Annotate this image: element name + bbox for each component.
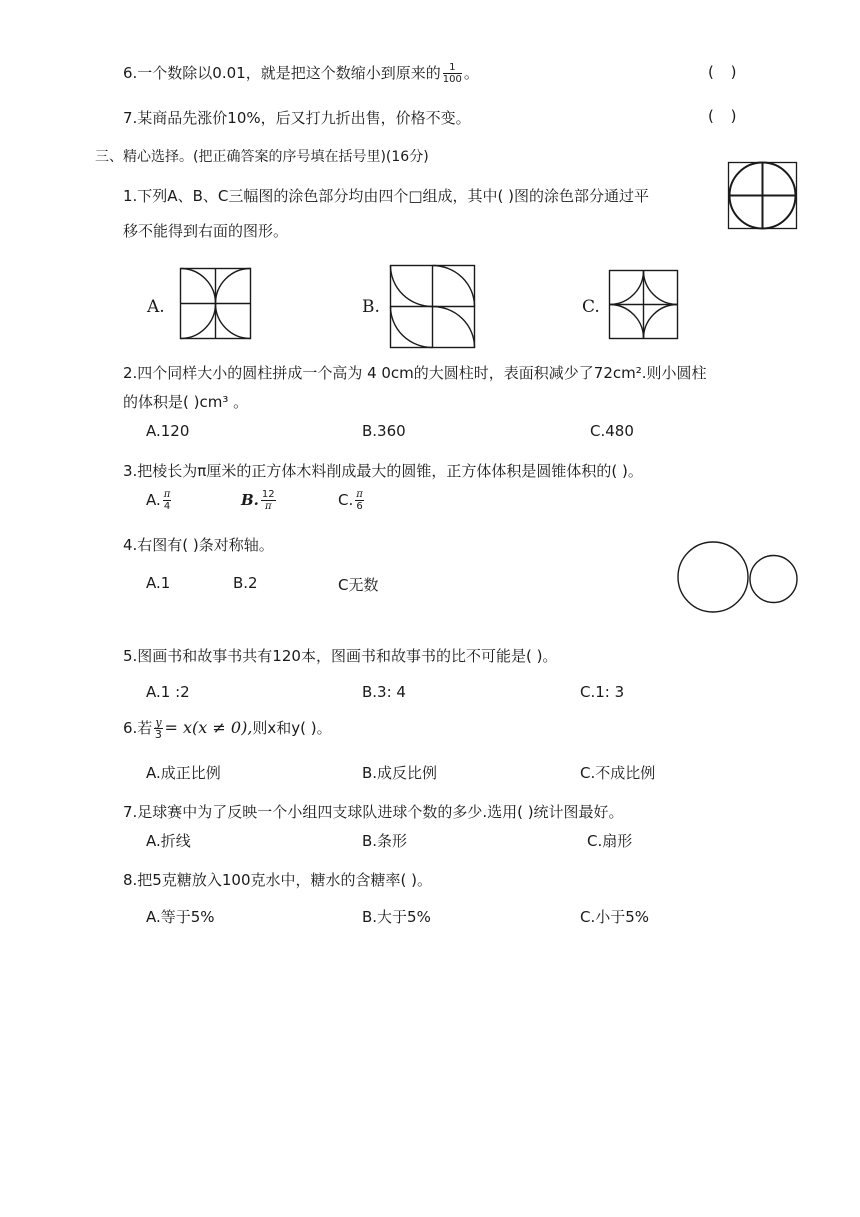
q7-option-c[interactable]: C.扇形 <box>587 832 633 850</box>
q3-option-a[interactable]: A. $\frac{\pi}{4}$ <box>146 489 171 512</box>
fraction: $\frac{1}{100}$ <box>442 62 462 85</box>
figure-a[interactable] <box>180 268 252 340</box>
q2-line2: 的体积是( )cm³ 。 <box>123 393 249 411</box>
q1-line2: 移不能得到右面的图形。 <box>123 222 289 240</box>
q5-option-a[interactable]: A.1 :2 <box>146 683 190 701</box>
q7-option-b[interactable]: B.条形 <box>362 832 408 850</box>
q5-option-b[interactable]: B.3: 4 <box>362 683 406 701</box>
answer-paren[interactable]: ( ) <box>708 107 743 125</box>
q2-option-c[interactable]: C.480 <box>590 422 634 440</box>
q3-text: 3.把棱长为π厘米的正方体木料削成最大的圆锥，正方体体积是圆锥体积的( )。 <box>123 462 643 480</box>
q2-option-a[interactable]: A.120 <box>146 422 190 440</box>
fraction: $\frac{\pi}{4}$ <box>163 489 171 512</box>
fraction: $\frac{\pi}{6}$ <box>356 489 363 512</box>
figure-label-b: B. <box>362 297 380 317</box>
equation: = x(x ≠ 0), <box>164 718 253 737</box>
fraction: $\frac{12}{\pi}$ <box>261 489 275 512</box>
q4-option-a[interactable]: A.1 <box>146 574 171 592</box>
q7-text: 7.足球赛中为了反映一个小组四支球队进球个数的多少.选用( )统计图最好。 <box>123 803 624 821</box>
q8-option-b[interactable]: B.大于5% <box>362 908 431 926</box>
q2-option-b[interactable]: B.360 <box>362 422 406 440</box>
judge-q6: 6.一个数除以0.01，就是把这个数缩小到原来的 $\frac{1}{100}$ 。 <box>123 62 479 85</box>
q5-text: 5.图画书和故事书共有120本，图画书和故事书的比不可能是( )。 <box>123 647 558 665</box>
answer-paren[interactable]: ( ) <box>708 63 743 81</box>
q2-line1: 2.四个同样大小的圆柱拼成一个高为 4 0cm的大圆柱时，表面积减少了72cm².则小圆柱 <box>123 364 707 382</box>
q7-option-a[interactable]: A.折线 <box>146 832 191 850</box>
two-circles-figure <box>678 539 798 615</box>
reference-circle-figure <box>728 162 798 230</box>
figure-label-a: A. <box>147 297 165 317</box>
fraction: $\frac{y}{3}$ <box>154 716 162 741</box>
q5-option-c[interactable]: C.1: 3 <box>580 683 625 701</box>
q8-option-c[interactable]: C.小于5% <box>580 908 650 926</box>
q3-option-b[interactable]: B. $\frac{12}{\pi}$ <box>241 489 275 512</box>
q6-option-c[interactable]: C.不成比例 <box>580 764 656 782</box>
q4-text: 4.右图有( )条对称轴。 <box>123 536 274 554</box>
section-heading: 三、精心选择。(把正确答案的序号填在括号里)(16分) <box>95 149 429 165</box>
q6-option-b[interactable]: B.成反比例 <box>362 764 438 782</box>
figure-b[interactable] <box>390 265 476 349</box>
q8-text: 8.把5克糖放入100克水中，糖水的含糖率( )。 <box>123 871 432 889</box>
q3-option-c[interactable]: C. $\frac{\pi}{6}$ <box>338 489 363 512</box>
q8-option-a[interactable]: A.等于5% <box>146 908 215 926</box>
judge-q7: 7.某商品先涨价10%，后又打九折出售，价格不变。 <box>123 109 471 127</box>
q6-text: 6.若 $\frac{y}{3}$ = x(x ≠ 0),则x和y( )。 <box>123 716 332 741</box>
q6-option-a[interactable]: A.成正比例 <box>146 764 221 782</box>
figure-label-c: C. <box>582 297 600 317</box>
q4-option-c[interactable]: C无数 <box>338 576 379 594</box>
q1-line1: 1.下列A、B、C三幅图的涂色部分均由四个□组成，其中( )图的涂色部分通过平 <box>123 187 649 205</box>
q4-option-b[interactable]: B.2 <box>233 574 258 592</box>
figure-c[interactable] <box>609 270 679 340</box>
